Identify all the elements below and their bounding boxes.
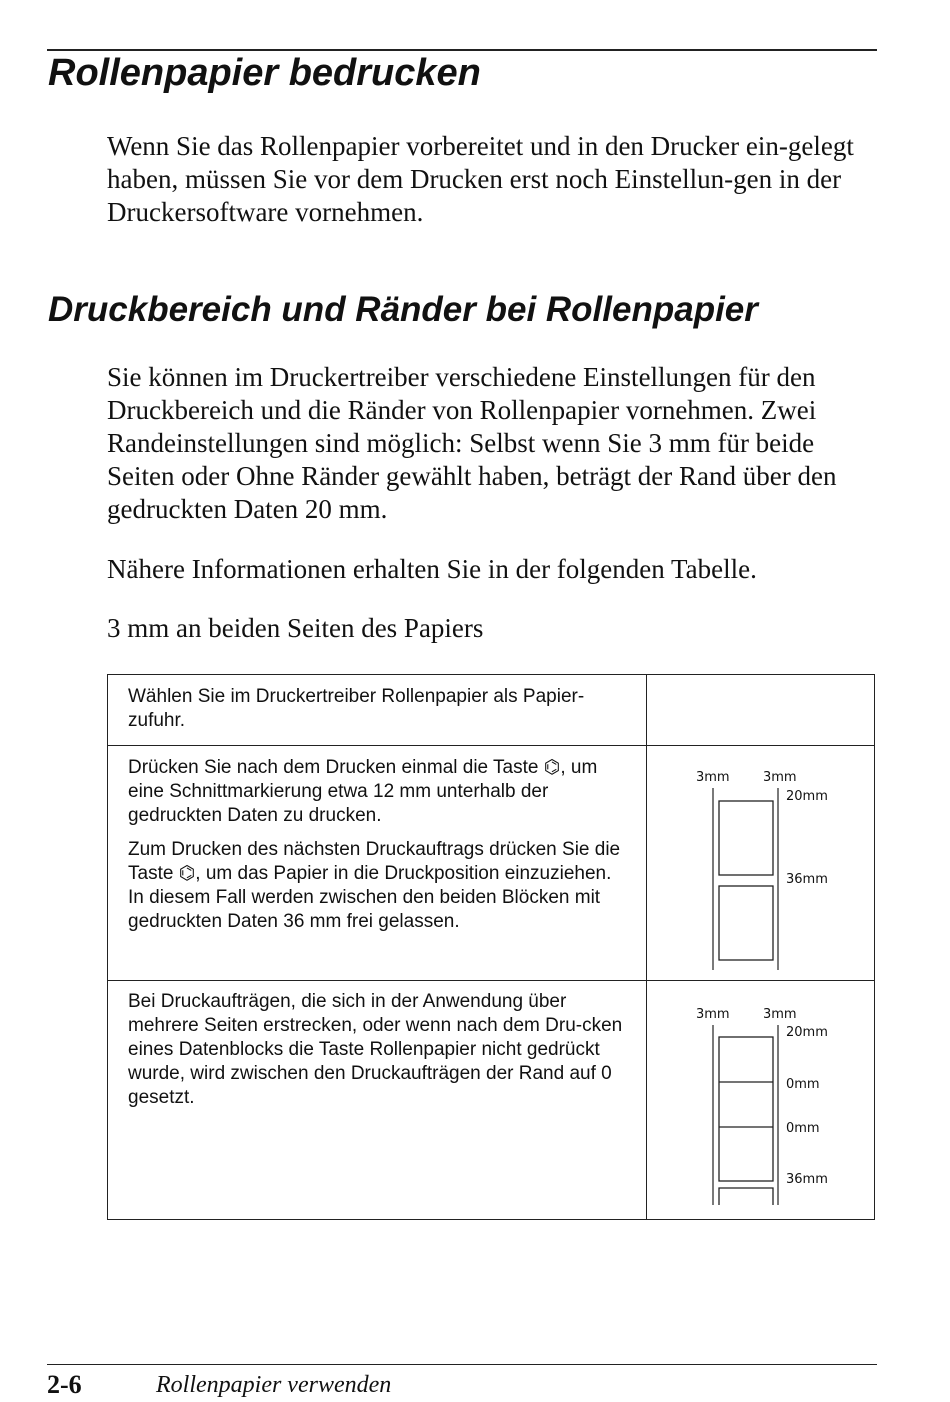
row1-text: Wählen Sie im Druckertreiber Rollenpapier als Papier-zufuhr. xyxy=(128,686,585,731)
table-intro-paragraph: Nähere Informationen erhalten Sie in der folgenden Tabelle. xyxy=(107,554,757,584)
print-block xyxy=(719,1037,773,1181)
diagram-label-top-margin: 20mm xyxy=(786,1025,828,1040)
print-block-partial xyxy=(719,1188,773,1205)
table-row-divider xyxy=(108,980,874,981)
print-block xyxy=(719,801,773,875)
print-block xyxy=(719,886,773,960)
diagram-label-gap-3: 36mm xyxy=(786,1172,828,1187)
diagram-label-gap-1: 0mm xyxy=(786,1077,820,1092)
table-column-divider xyxy=(646,675,647,1219)
diagram-label-left-margin: 3mm xyxy=(696,1007,730,1022)
row2-text-1: Drücken Sie nach dem Drucken einmal die Taste ⌬, um eine Schnittmarkierung etwa 12 mm unterhalb der gedruckten Daten zu drucken. xyxy=(128,757,598,826)
diagram-label-top-margin: 20mm xyxy=(786,789,828,804)
row3-text: Bei Druckaufträgen, die sich in der Anwendung über mehrere Seiten erstrecken, oder wenn nach dem Dru-cken eines Datenblocks die Taste Rollenpapier nicht gedrückt wurde, wird zwischen den Druckaufträgen der Rand auf 0 gesetzt. xyxy=(128,991,623,1108)
diagram-label-gap: 36mm xyxy=(786,872,828,887)
diagram-label-gap-2: 0mm xyxy=(786,1121,820,1136)
row2-text-2: Zum Drucken des nächsten Druckauftrags drücken Sie die Taste ⌬, um das Papier in die Druckposition einzuziehen. In diesem Fall werden zwischen den beiden Blöcken mit gedruckten Daten 36 mm frei gelassen. xyxy=(128,839,621,932)
diagram-label-right-margin: 3mm xyxy=(763,1007,797,1022)
table-row-divider xyxy=(108,745,874,746)
chapter-title: Rollenpapier verwenden xyxy=(156,1372,392,1398)
footer-rule xyxy=(47,1364,877,1365)
diagram-label-right-margin: 3mm xyxy=(763,770,797,785)
druckbereich-paragraph: Sie können im Druckertreiber verschiedene Einstellungen für den Druckbereich und die Ränder von Rollenpapier vornehmen. Zwei Randeinstellungen sind möglich: Selbst wenn Sie 3 mm für beide Seiten oder Ohne Ränder gewählt haben, beträgt der Rand über den gedruckten Daten 20 mm. xyxy=(107,362,837,524)
section-heading-druckbereich: Druckbereich und Ränder bei Rollenpapier xyxy=(48,290,758,329)
roll-paper-diagram-36mm xyxy=(683,763,843,973)
top-rule xyxy=(47,49,877,51)
intro-paragraph: Wenn Sie das Rollenpapier vorbereitet und in den Drucker ein-gelegt haben, müssen Sie vor dem Drucken erst noch Einstellun-gen in der Druckersoftware vornehmen. xyxy=(107,131,854,227)
diagram-label-left-margin: 3mm xyxy=(696,770,730,785)
table-caption: 3 mm an beiden Seiten des Papiers xyxy=(107,613,484,643)
page-number: 2-6 xyxy=(47,1370,82,1399)
section-heading-rollenpapier-bedrucken: Rollenpapier bedrucken xyxy=(48,52,481,94)
roll-paper-diagram-0mm xyxy=(683,1000,843,1210)
margin-table xyxy=(107,674,875,1220)
